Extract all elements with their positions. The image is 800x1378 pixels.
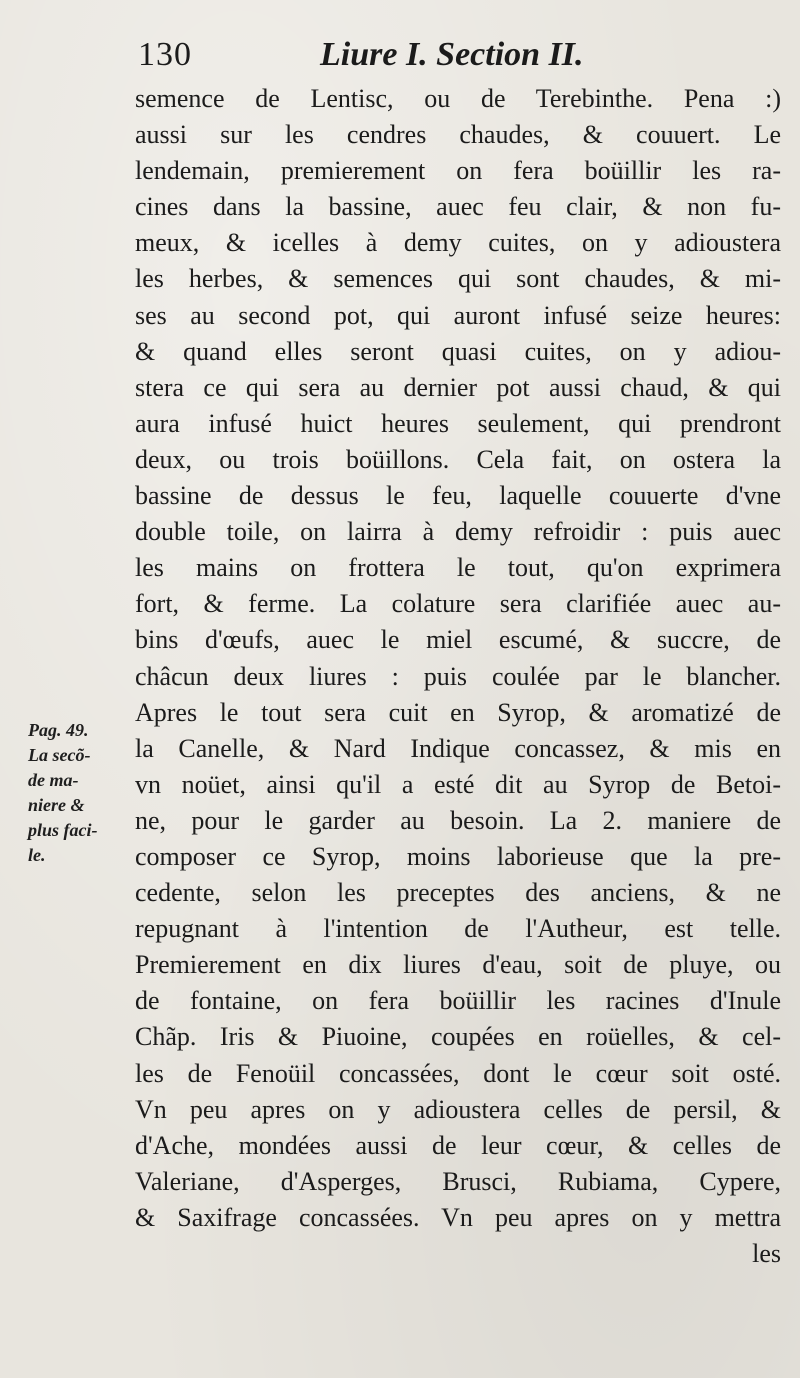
text-line: bins d'œufs, auec le miel escumé, & succre, de xyxy=(135,625,781,655)
marginal-note-line: Pag. 49. xyxy=(28,720,89,740)
text-line: Chãp. Iris & Piuoine, coupées en roüelles, & cel- xyxy=(135,1022,781,1052)
catchword: les xyxy=(752,1239,781,1268)
marginal-note-line: le. xyxy=(28,845,46,865)
text-line: meux, & icelles à demy cuites, on y adioustera xyxy=(135,228,781,258)
text-line: les herbes, & semences qui sont chaudes, & mi- xyxy=(135,264,781,294)
text-line: Apres le tout sera cuit en Syrop, & aromatizé de xyxy=(135,697,781,727)
text-line: lendemain, premierement on fera boüillir les ra- xyxy=(135,156,781,186)
text-line: Vn peu apres on y adioustera celles de persil, & xyxy=(135,1094,781,1124)
text-line: double toile, on lairra à demy refroidir : puis auec xyxy=(135,517,781,547)
text-line: stera ce qui sera au dernier pot aussi chaud, & qui xyxy=(135,372,781,402)
text-line: les mains on frottera le tout, qu'on exprimera xyxy=(135,553,781,583)
text-line: ses au second pot, qui auront infusé seize heures: xyxy=(135,300,781,330)
text-line: châcun deux liures : puis coulée par le blancher. xyxy=(135,661,781,691)
text-line: vn noüet, ainsi qu'il a esté dit au Syrop de Betoi- xyxy=(135,769,781,799)
text-line: & quand elles seront quasi cuites, on y adiou- xyxy=(135,336,781,366)
marginal-note-line: niere & xyxy=(28,795,85,815)
page-number: 130 xyxy=(138,36,192,73)
text-line: de fontaine, on fera boüillir les racines d'Inule xyxy=(135,986,781,1016)
body-text xyxy=(135,81,781,1272)
marginal-note xyxy=(28,718,126,868)
text-line: la Canelle, & Nard Indique concassez, & mis en xyxy=(135,733,781,763)
text-line: les de Fenoüil concassées, dont le cœur soit osté. xyxy=(135,1058,781,1088)
text-line: repugnant à l'intention de l'Autheur, est telle. xyxy=(135,914,781,944)
text-line: composer ce Syrop, moins laborieuse que la pre- xyxy=(135,841,781,871)
text-line: & Saxifrage concassées. Vn peu apres on y mettra xyxy=(135,1202,781,1232)
text-line: aura infusé huict heures seulement, qui prendront xyxy=(135,408,781,438)
text-line: cedente, selon les preceptes des anciens, & ne xyxy=(135,878,781,908)
text-line: fort, & ferme. La colature sera clarifiée auec au- xyxy=(135,589,781,619)
text-line: cines dans la bassine, auec feu clair, & non fu- xyxy=(135,192,781,222)
text-line: Valeriane, d'Asperges, Brusci, Rubiama, Cypere, xyxy=(135,1166,781,1196)
page-header xyxy=(130,36,770,76)
marginal-note-line: de ma- xyxy=(28,770,79,790)
text-line: aussi sur les cendres chaudes, & couuert. Le xyxy=(135,120,781,150)
text-line: bassine de dessus le feu, laquelle couuerte d'vne xyxy=(135,481,781,511)
text-line: Premierement en dix liures d'eau, soit de pluye, ou xyxy=(135,950,781,980)
text-line: semence de Lentisc, ou de Terebinthe. Pena :) xyxy=(135,84,781,113)
running-title: Liure I. Section II. xyxy=(320,36,584,73)
text-line: deux, ou trois boüillons. Cela fait, on ostera la xyxy=(135,444,781,474)
text-line: d'Ache, mondées aussi de leur cœur, & celles de xyxy=(135,1130,781,1160)
marginal-note-line: La secõ- xyxy=(28,745,91,765)
text-line: ne, pour le garder au besoin. La 2. maniere de xyxy=(135,805,781,835)
marginal-note-line: plus faci- xyxy=(28,820,98,840)
